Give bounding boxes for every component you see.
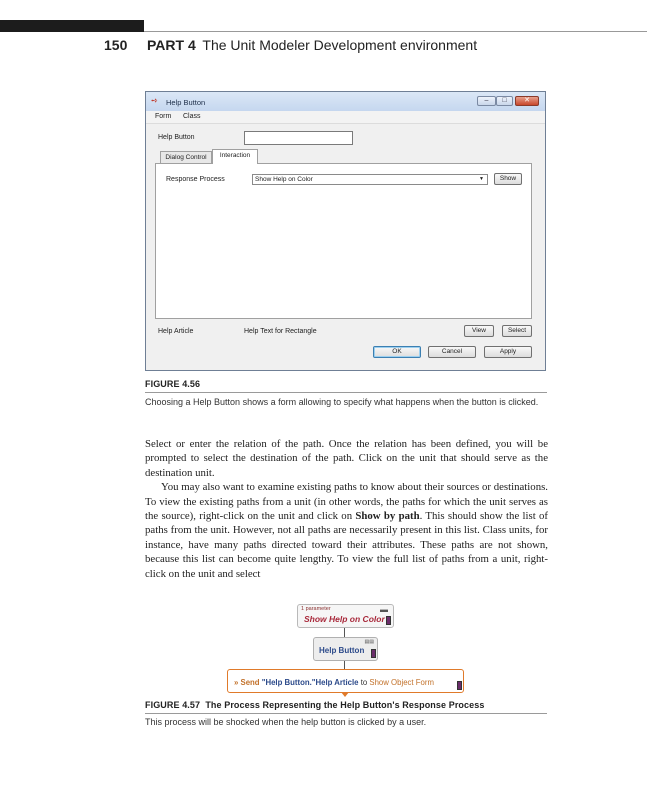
- flow-arrow-icon: [341, 692, 349, 697]
- interaction-panel: [155, 163, 532, 319]
- cancel-button[interactable]: Cancel: [428, 346, 476, 358]
- menu-form[interactable]: Form: [155, 113, 172, 120]
- parameter-count-label: 1 parameter: [301, 606, 331, 612]
- select-button[interactable]: Select: [502, 325, 532, 337]
- help-article-label: Help Article: [158, 328, 194, 335]
- view-button[interactable]: View: [464, 325, 494, 337]
- dialog-titlebar: [146, 92, 545, 111]
- help-article-value: Help Text for Rectangle: [244, 328, 317, 335]
- caption-rule: [145, 392, 547, 393]
- paragraph-1: Select or enter the relation of the path. Once the relation has been defined, you will be prompted to select the destination of the path. Click on the unit that should serve as the destination unit.: [145, 438, 548, 479]
- paragraph-2: [145, 480, 548, 581]
- help-button-dialog: [145, 91, 546, 371]
- figure-4-57-caption: This process will be shocked when the help button is clicked by a user.: [145, 717, 427, 727]
- paragraph-2-start: You may also want to examine existing paths to know about their sources or destinations. To view the existing paths from a unit (in other words, the paths for which the unit serves as the source), right-click on the unit and click on: [145, 481, 548, 523]
- apply-button[interactable]: Apply: [484, 346, 532, 358]
- connector-handle-icon: [386, 616, 391, 625]
- unit-label: Help Button: [319, 646, 365, 655]
- connector-handle-icon: [457, 681, 462, 690]
- parameter-node[interactable]: [297, 604, 394, 628]
- paragraph-2-end: . This should show the list of paths from the unit. However, not all paths are necessarily present in this list. Class units, for instance, have many paths directed toward their attributes. These paths are not shown, because this list can become quite lengthy. To view the full list of paths from a unit, right-click on the unit and select: [145, 510, 549, 580]
- response-process-label: Response Process: [166, 176, 225, 183]
- caption-rule: [145, 713, 547, 714]
- app-icon: ➺: [151, 96, 158, 105]
- dialog-title: Help Button: [166, 98, 206, 107]
- name-input[interactable]: [244, 131, 353, 145]
- figure-4-57-label: FIGURE 4.57: [145, 700, 201, 710]
- maximize-button[interactable]: □: [496, 96, 513, 106]
- running-head: [147, 37, 477, 53]
- send-action-node[interactable]: [227, 669, 464, 693]
- tab-interaction[interactable]: Interaction: [212, 149, 258, 164]
- response-process-select[interactable]: [252, 174, 488, 185]
- connector-line: [344, 661, 345, 669]
- dropdown-arrow-icon: ▼: [479, 176, 484, 182]
- ok-button[interactable]: OK: [373, 346, 421, 358]
- close-button[interactable]: ✕: [515, 96, 539, 106]
- connector-line: [344, 628, 345, 637]
- figure-4-57-caption-heading: [145, 700, 484, 710]
- parameter-value: Show Help on Color: [304, 614, 385, 624]
- figure-4-57-title: The Process Representing the Help Button's Response Process: [205, 700, 485, 710]
- send-target: "Help Button."Help Article: [261, 678, 359, 687]
- send-to: to: [360, 678, 368, 687]
- tab-dialog-control[interactable]: Dialog Control: [160, 151, 212, 163]
- show-by-path-term: Show by path: [355, 510, 420, 523]
- name-label: Help Button: [158, 134, 195, 141]
- part-title: The Unit Modeler Development environment: [202, 37, 478, 53]
- minimize-button[interactable]: –: [477, 96, 496, 106]
- header-rule: [144, 31, 647, 32]
- menu-bar: [146, 111, 545, 124]
- send-keyword: » Send: [234, 678, 260, 687]
- part-label: PART 4: [147, 37, 196, 53]
- show-button[interactable]: Show: [494, 173, 522, 185]
- help-button-unit-node[interactable]: [313, 637, 378, 661]
- figure-4-56-caption: Choosing a Help Button shows a form allowing to specify what happens when the button is clicked.: [145, 397, 539, 407]
- menu-class[interactable]: Class: [183, 113, 201, 120]
- page-number: 150: [104, 37, 128, 53]
- body-text: [145, 437, 548, 581]
- send-action-text: [234, 678, 434, 687]
- response-process-value: Show Help on Color: [255, 176, 313, 183]
- send-form: Show Object Form: [369, 678, 434, 687]
- unit-toolbar-icon: ▤▤: [364, 639, 374, 645]
- header-bar: [0, 20, 144, 32]
- connector-handle-icon: [371, 649, 376, 658]
- collapse-icon: ▬: [380, 605, 388, 614]
- figure-4-56-label: FIGURE 4.56: [145, 379, 201, 389]
